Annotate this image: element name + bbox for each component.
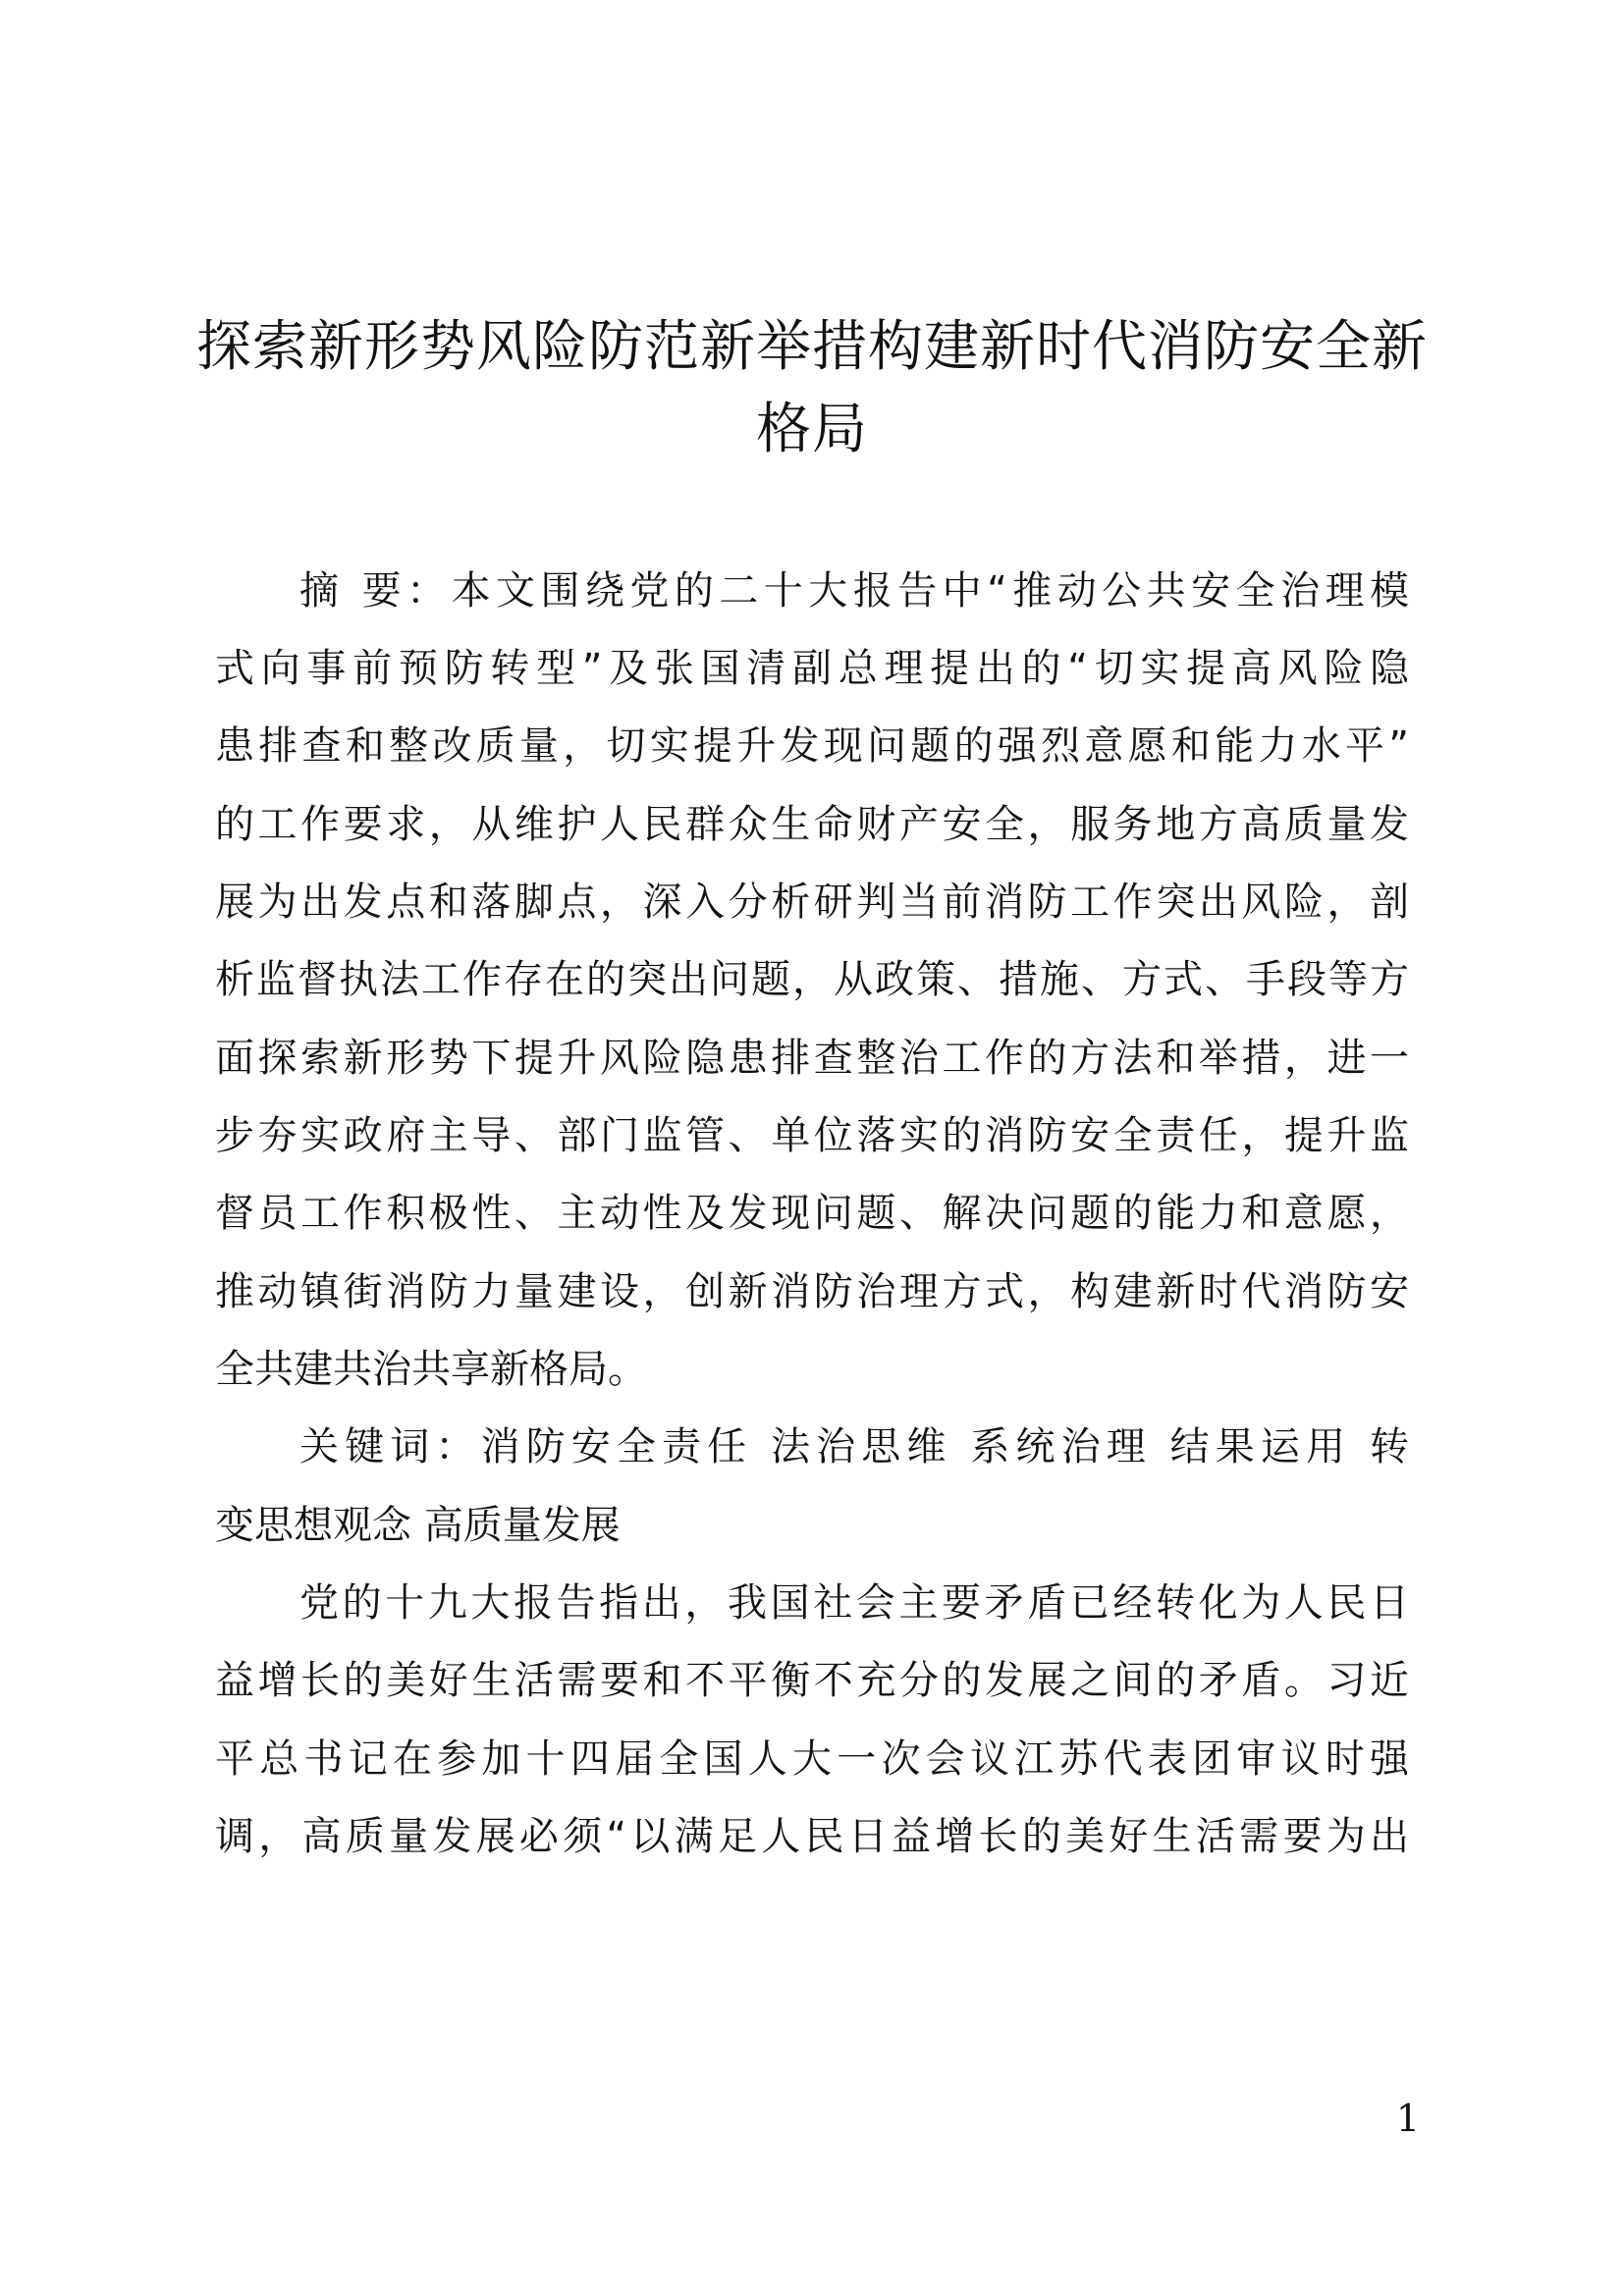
body-line-2: 益增长的美好生活需要和不平衡不充分的发展之间的矛盾。习近 [215,1658,1409,1703]
abstract-line-5: 展为出发点和落脚点，深入分析研判当前消防工作突出风险，剖 [215,880,1409,925]
keywords-line-2: 变思想观念 高质量发展 [215,1503,621,1548]
body-line-3: 平总书记在参加十四届全国人大一次会议江苏代表团审议时强 [215,1736,1409,1782]
body-line-1: 党的十九大报告指出，我国社会主要矛盾已经转化为人民日 [299,1580,1409,1626]
body-line-4: 调，高质量发展必须“以满足人民日益增长的美好生活需要为出 [215,1814,1409,1859]
page-number: 1 [1395,2097,1420,2140]
abstract-line-11: 全共建共治共享新格局。 [215,1347,647,1392]
abstract-line-10: 推动镇街消防力量建设，创新消防治理方式，构建新时代消防安 [215,1269,1409,1314]
abstract-line-1: 摘 要：本文围绕党的二十大报告中“推动公共安全治理模 [299,568,1409,614]
keywords-line-1: 关键词：消防安全责任 法治思维 系统治理 结果运用 转 [299,1424,1409,1469]
abstract-line-6: 析监督执法工作存在的突出问题，从政策、措施、方式、手段等方 [215,957,1409,1002]
abstract-line-7: 面探索新形势下提升风险隐患排查整治工作的方法和举措，进一 [215,1036,1409,1081]
abstract-line-3: 患排查和整改质量，切实提升发现问题的强烈意愿和能力水平” [215,723,1409,769]
abstract-line-9: 督员工作积极性、主动性及发现问题、解决问题的能力和意愿， [215,1191,1409,1236]
abstract-line-8: 步夯实政府主导、部门监管、单位落实的消防安全责任，提升监 [215,1113,1409,1158]
document-title: 探索新形势风险防范新举措构建新时代消防安全新格局 [196,315,1428,461]
abstract-line-2: 式向事前预防转型”及张国清副总理提出的“切实提高风险隐 [215,646,1409,691]
abstract-line-4: 的工作要求，从维护人民群众生命财产安全，服务地方高质量发 [215,802,1409,847]
